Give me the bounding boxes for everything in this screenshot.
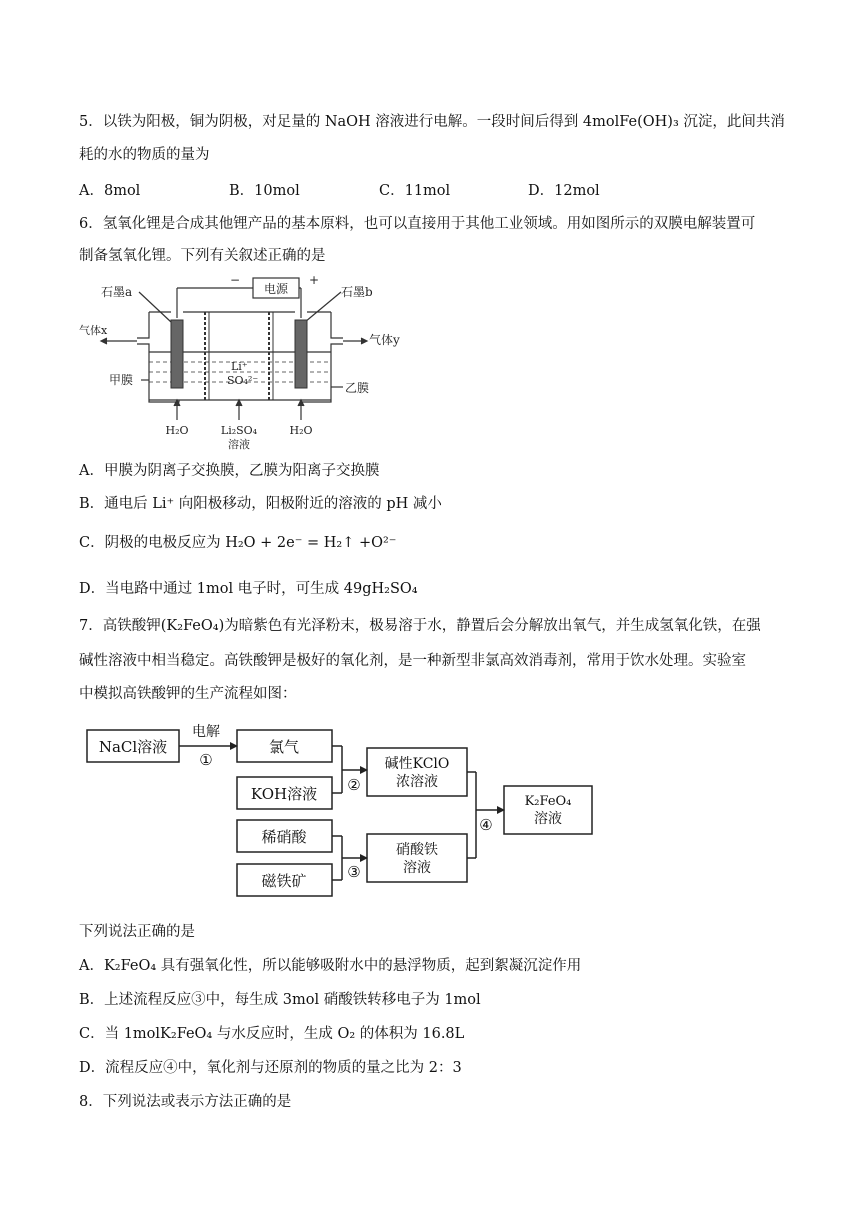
ion-li-label: Li⁺ xyxy=(231,360,248,373)
nacl-label: NaCl溶液 xyxy=(98,738,168,756)
q5-option-b: B．10mol xyxy=(229,183,300,199)
koh-label: KOH溶液 xyxy=(250,785,318,803)
q5-options xyxy=(79,179,779,199)
kclo-label-1: 碱性KClO xyxy=(384,756,450,772)
power-label: 电源 xyxy=(263,282,289,296)
q7-stem-line2: 碱性溶液中相当稳定。高铁酸钾是极好的氧化剂，是一种新型非氯高效消毒剂，常用于饮水处理。实验室 xyxy=(79,653,746,669)
inlet-right-label: H₂O xyxy=(289,424,313,437)
q8-stem-line1: 8．下列说法或表示方法正确的是 xyxy=(79,1094,292,1110)
electrode-b xyxy=(295,320,307,388)
q5-option-c: C．11mol xyxy=(379,183,451,199)
electrolysis-cell-diagram xyxy=(79,272,409,452)
q6-stem-line2: 制备氢氧化锂。下列有关叙述正确的是 xyxy=(79,248,326,264)
gas-y-label: 气体y xyxy=(369,333,400,347)
q6-option-b: B．通电后 Li⁺ 向阳极移动，阳极附近的溶液的 pH 减小 xyxy=(79,496,442,512)
magnetite-label: 磁铁矿 xyxy=(261,872,307,890)
electrolysis-label: 电解 xyxy=(192,724,220,740)
inlet-middle-label: Li₂SO₄ xyxy=(220,424,258,437)
step-1-marker: ① xyxy=(199,751,213,769)
step-2-marker: ② xyxy=(347,776,361,794)
inlet-middle-label-2: 溶液 xyxy=(228,438,250,451)
q6-option-c: C．阴极的电极反应为 H₂O + 2e⁻ = H₂↑ +O²⁻ xyxy=(79,535,397,551)
q7-option-a: A．K₂FeO₄ 具有强氧化性，所以能够吸附水中的悬浮物质，起到絮凝沉淀作用 xyxy=(79,958,582,974)
q7-stem-line3: 中模拟高铁酸钾的生产流程如图： xyxy=(79,686,297,702)
q5-stem-line1: 5．以铁为阳极，铜为阴极，对足量的 NaOH 溶液进行电解。一段时间后得到 4molFe(OH)₃ 沉淀，此间共消 xyxy=(79,114,785,130)
q7-option-d: D．流程反应④中，氧化剂与还原剂的物质的量之比为 2：3 xyxy=(79,1060,462,1076)
q7-option-b: B．上述流程反应③中，每生成 3mol 硝酸铁转移电子为 1mol xyxy=(79,992,481,1008)
q7-stem-line1: 7．高铁酸钾(K₂FeO₄)为暗紫色有光泽粉末，极易溶于水，静置后会分解放出氧气，并生成氢氧化铁，在强 xyxy=(79,618,761,634)
power-minus-sign: − xyxy=(229,273,241,287)
chlorine-label: 氯气 xyxy=(268,738,300,756)
step-4-marker: ④ xyxy=(479,816,493,834)
electrode-b-label: 石墨b xyxy=(341,285,373,299)
q5-option-a: A．8mol xyxy=(79,183,141,199)
q6-stem-line1: 6．氢氧化锂是合成其他锂产品的基本原料，也可以直接用于其他工业领域。用如图所示的双膜电解装置可 xyxy=(79,216,756,232)
electrode-a xyxy=(171,320,183,388)
k2feo4-production-flowchart xyxy=(86,718,596,904)
k2feo4-label-2: 溶液 xyxy=(534,811,562,827)
q5-option-d: D．12mol xyxy=(528,183,600,199)
q6-option-a: A．甲膜为阴离子交换膜，乙膜为阳离子交换膜 xyxy=(79,463,380,479)
iron-nitrate-label-1: 硝酸铁 xyxy=(396,842,438,858)
gas-x-label: 气体x xyxy=(79,324,108,337)
q7-question: 下列说法正确的是 xyxy=(79,924,195,940)
step-3-marker: ③ xyxy=(347,863,361,881)
iron-nitrate-label-2: 溶液 xyxy=(403,860,431,876)
inlet-left-label: H₂O xyxy=(165,424,189,437)
q6-option-d: D．当电路中通过 1mol 电子时，可生成 49gH₂SO₄ xyxy=(79,581,418,597)
ion-sulfate-label: SO₄²⁻ xyxy=(227,374,259,387)
k2feo4-label-1: K₂FeO₄ xyxy=(524,794,572,809)
power-plus-sign: + xyxy=(308,273,320,287)
membrane-b-label: 乙膜 xyxy=(345,381,370,395)
q7-option-c: C．当 1molK₂FeO₄ 与水反应时，生成 O₂ 的体积为 16.8L xyxy=(79,1026,465,1042)
kclo-label-2: 浓溶液 xyxy=(396,774,438,790)
electrode-a-label: 石墨a xyxy=(101,285,133,299)
nitric-acid-label: 稀硝酸 xyxy=(261,828,307,846)
q5-stem-line2: 耗的水的物质的量为 xyxy=(79,147,210,163)
membrane-a-label: 甲膜 xyxy=(109,373,134,387)
